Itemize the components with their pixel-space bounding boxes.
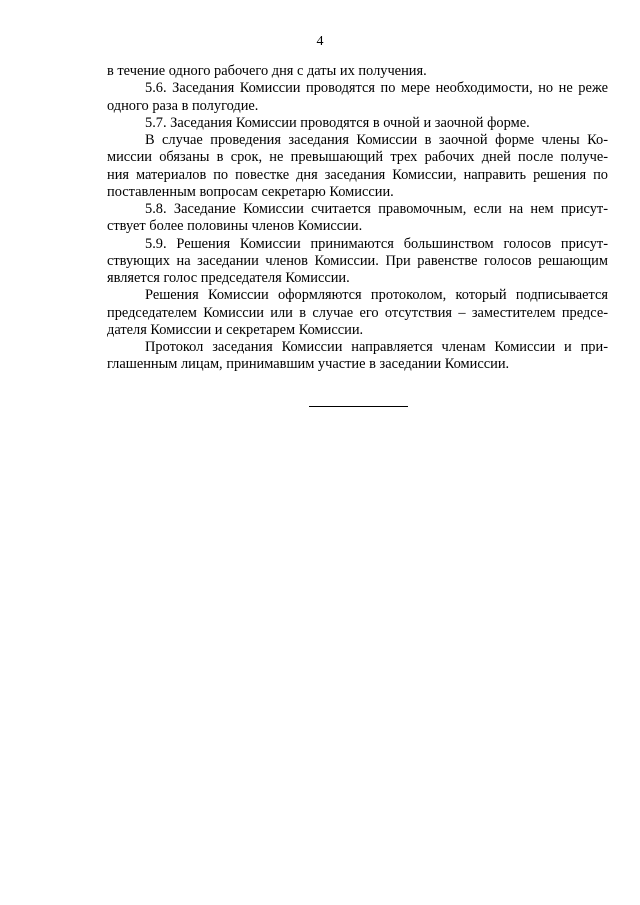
paragraph-carryover — [107, 63, 608, 80]
text-line: 5.8. Заседание Комиссии считается правомочным, если на нем присут- — [145, 201, 608, 217]
text-line: В случае проведения заседания Комиссии в заочной форме члены Ко- — [145, 132, 608, 148]
paragraph-5-7-absentee — [107, 132, 608, 201]
paragraph-5-9 — [107, 236, 608, 288]
text-line: одного раза в полугодие. — [107, 97, 259, 114]
text-line: ствует более половины членов Комиссии. — [107, 218, 363, 235]
text-line: 5.9. Решения Комиссии принимаются большинством голосов присут- — [145, 235, 608, 252]
paragraph-5-7 — [107, 115, 608, 132]
text-line: ния материалов по повестке дня заседания Комиссии, направить решения по — [107, 166, 608, 183]
text-line: ствующих на заседании членов Комиссии. При равенстве голосов решающим — [107, 252, 608, 269]
text-line: миссии обязаны в срок, не превышающий трех рабочих дней после получе- — [107, 149, 608, 166]
paragraph-protocol-signing — [107, 287, 608, 339]
text-line: глашенным лицам, принимавшим участие в заседании Комиссии. — [107, 356, 510, 373]
end-of-document-rule — [309, 406, 408, 407]
text-line: является голос председателя Комиссии. — [107, 270, 350, 286]
text-line: дателя Комиссии и секретарем Комиссии. — [107, 321, 364, 338]
document-body — [107, 63, 608, 374]
text-line: 5.7. Заседания Комиссии проводятся в очной и заочной форме. — [145, 114, 530, 131]
text-line: Решения Комиссии оформляются протоколом, который подписывается — [145, 287, 608, 304]
paragraph-5-8 — [107, 201, 608, 236]
paragraph-5-6 — [107, 80, 608, 115]
paragraph-protocol-distribution — [107, 339, 608, 374]
text-line: Протокол заседания Комиссии направляется членам Комиссии и при- — [145, 339, 608, 355]
page-number: 4 — [316, 34, 324, 49]
text-line: председателем Комиссии или в случае его отсутствия – заместителем предсе- — [107, 304, 608, 321]
text-line: 5.6. Заседания Комиссии проводятся по мере необходимости, но не реже — [145, 80, 608, 97]
text-line: поставленным вопросам секретарю Комиссии. — [107, 183, 394, 200]
text-line: в течение одного рабочего дня с даты их получения. — [107, 63, 427, 79]
